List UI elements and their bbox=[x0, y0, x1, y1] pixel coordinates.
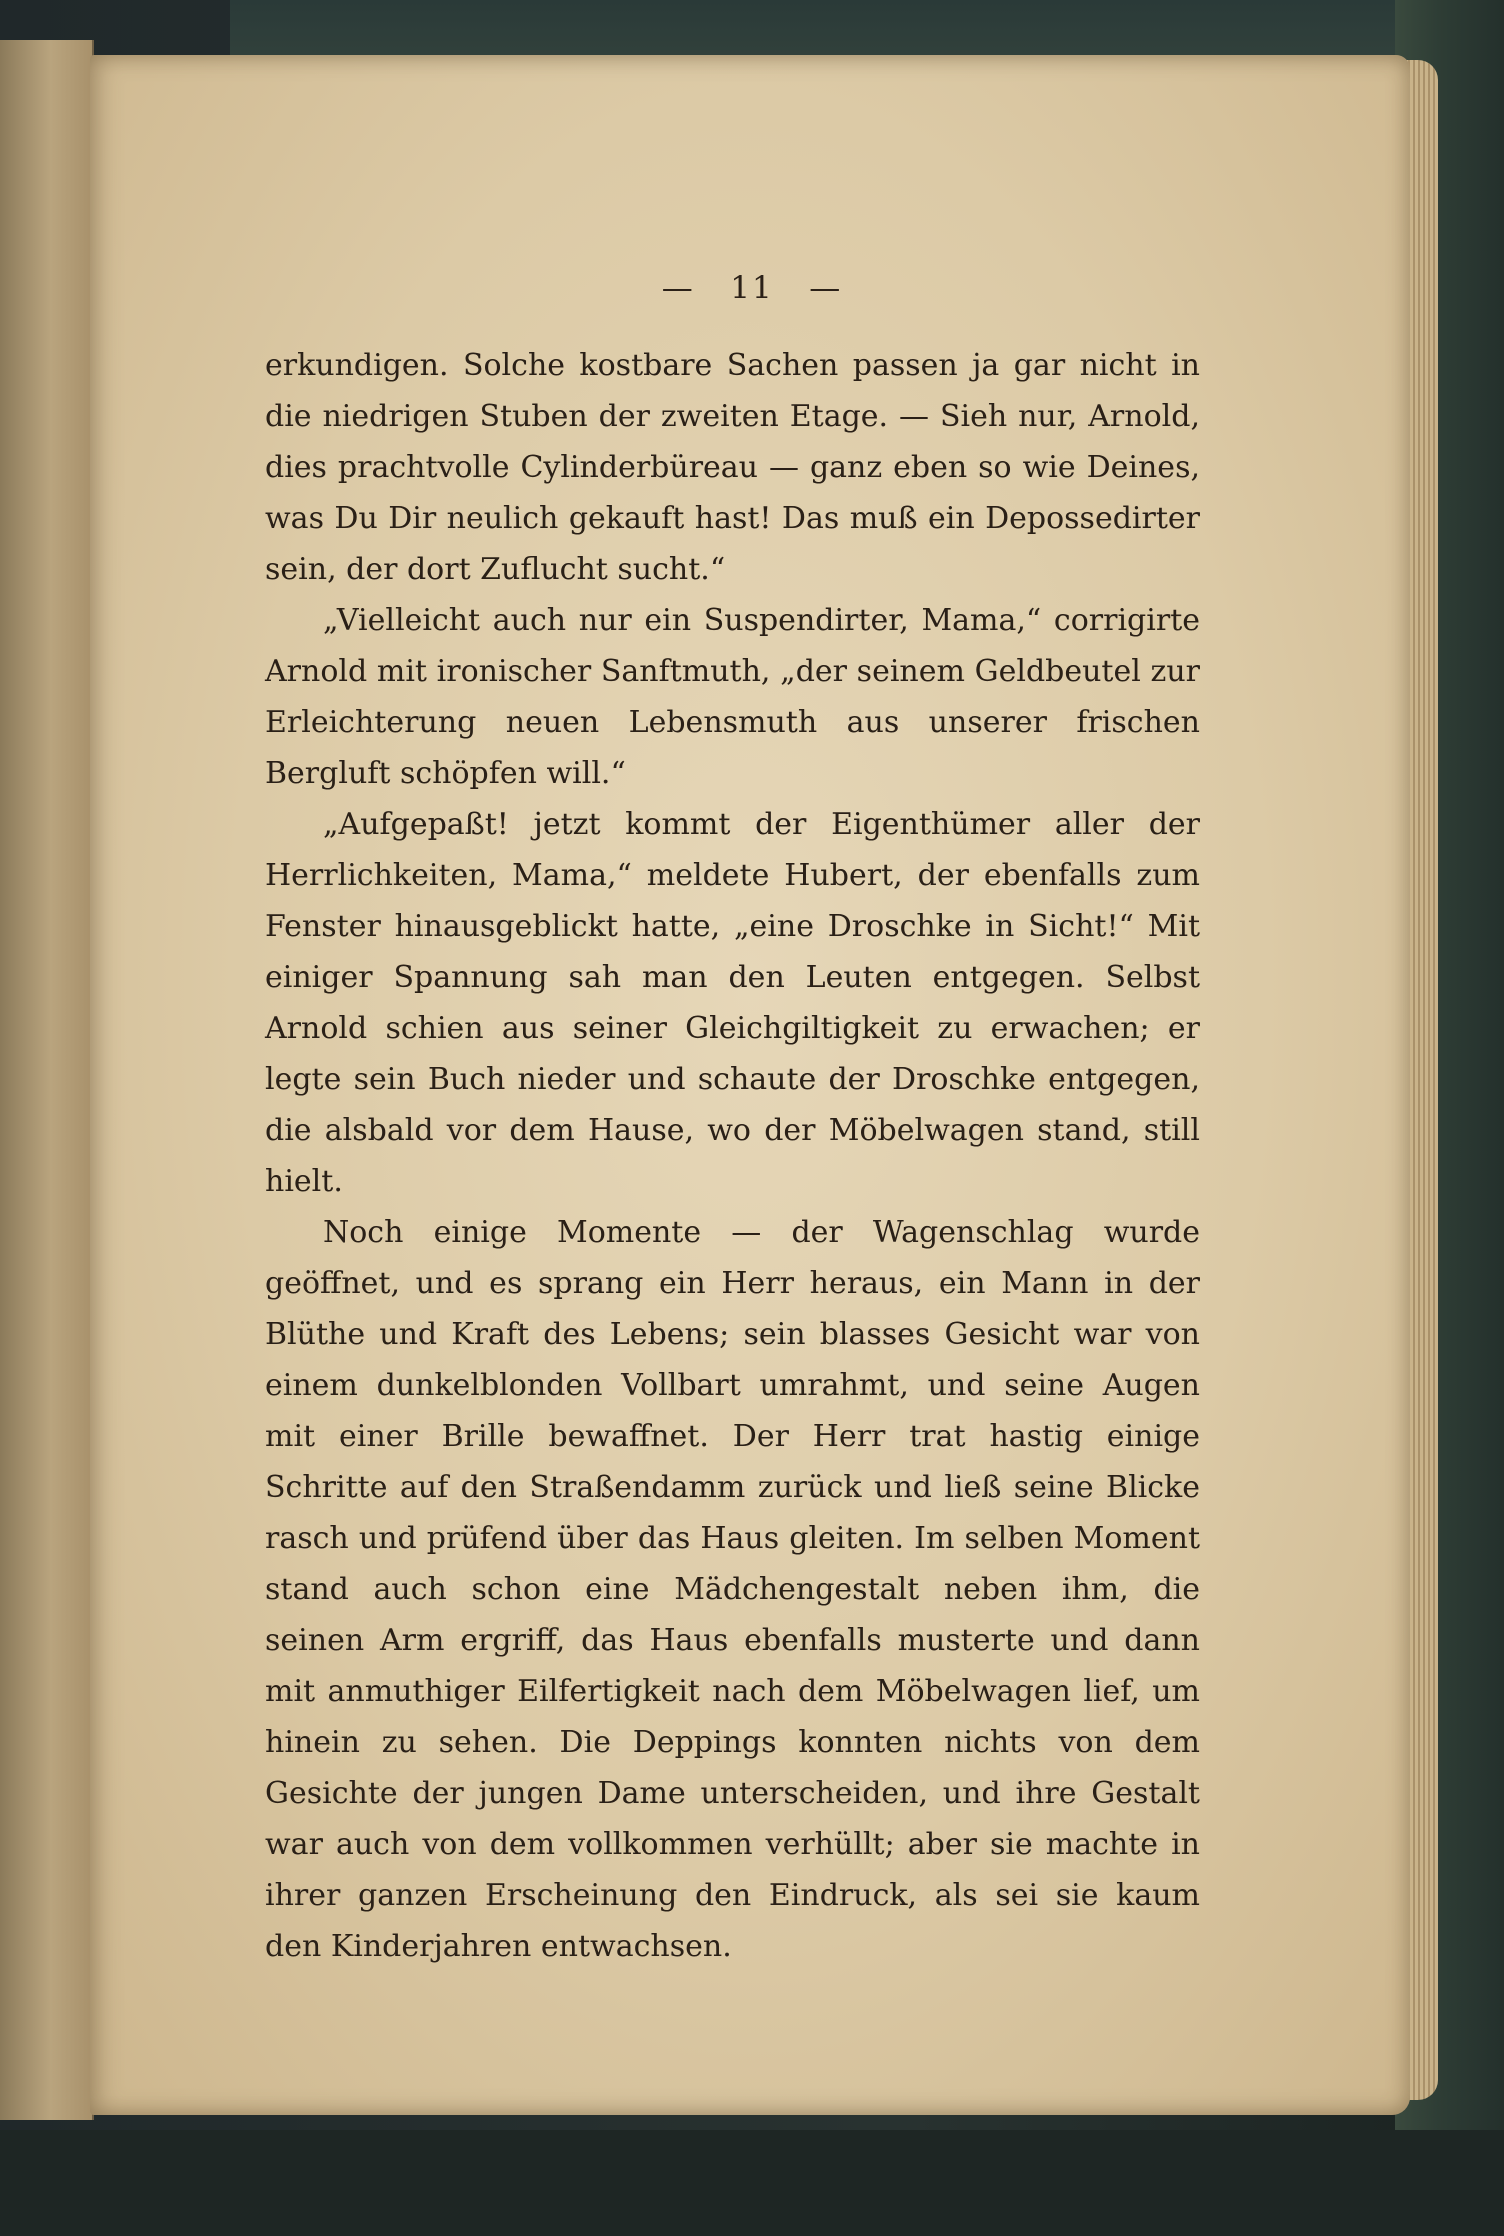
paragraph: erkundigen. Solche kostbare Sachen passen ja gar nicht in die niedrigen Stuben der zweiten Etage. — Sieh nur, Arnold, dies prachtvolle Cylinderbüreau — ganz eben so wie Deines, was Du Dir neulich gekauft hast! Das muß ein Depossedirter sein, der dort Zuflucht sucht.“ bbox=[265, 348, 1200, 587]
book-cover-bottom-edge bbox=[0, 2130, 1504, 2236]
paragraph: „Aufgepaßt! jetzt kommt der Eigenthümer aller der Herrlichkeiten, Mama,“ meldete Hubert, der ebenfalls zum Fenster hinausgeblickt hatte, „eine Droschke in Sicht!“ Mit einiger Spannung sah man den Leuten entgegen. Selbst Arnold schien aus seiner Gleichgiltigkeit zu erwachen; er legte sein Buch nieder und schaute der Droschke entgegen, die alsbald vor dem Hause, wo der Möbelwagen stand, still hielt. bbox=[265, 807, 1200, 1199]
folio-dash-right: — bbox=[809, 270, 843, 306]
paragraph: „Vielleicht auch nur ein Suspendirter, Mama,“ corrigirte Arnold mit ironischer Sanftmuth, „der seinem Geldbeutel zur Erleichterung neuen Lebensmuth aus unserer frischen Bergluft schöpfen will.“ bbox=[265, 603, 1200, 791]
folio-dash-left: — bbox=[661, 270, 695, 306]
paragraph: Noch einige Momente — der Wagenschlag wurde geöffnet, und es sprang ein Herr heraus, ein Mann in der Blüthe und Kraft des Lebens; sein blasses Gesicht war von einem dunkelblonden Vollbart umrahmt, und seine Augen mit einer Brille bewaffnet. Der Herr trat hastig einige Schritte auf den Straßendamm zurück und ließ seine Blicke rasch und prüfend über das Haus gleiten. Im selben Moment stand auch schon eine Mädchengestalt neben ihm, die seinen Arm ergriff, das Haus ebenfalls musterte und dann mit anmuthiger Eilfertigkeit nach dem Möbelwagen lief, um hinein zu sehen. Die Deppings konnten nichts von dem Gesichte der jungen Dame unterscheiden, und ihre Gestalt war auch von dem vollkommen verhüllt; aber sie machte in ihrer ganzen Erscheinung den Eindruck, als sei sie kaum den Kinderjahren entwachsen. bbox=[265, 1215, 1200, 1964]
body-text bbox=[265, 340, 1200, 1972]
page-number-value: 11 bbox=[730, 270, 774, 306]
previous-page-edge bbox=[0, 40, 94, 2120]
page-number bbox=[0, 270, 1504, 306]
